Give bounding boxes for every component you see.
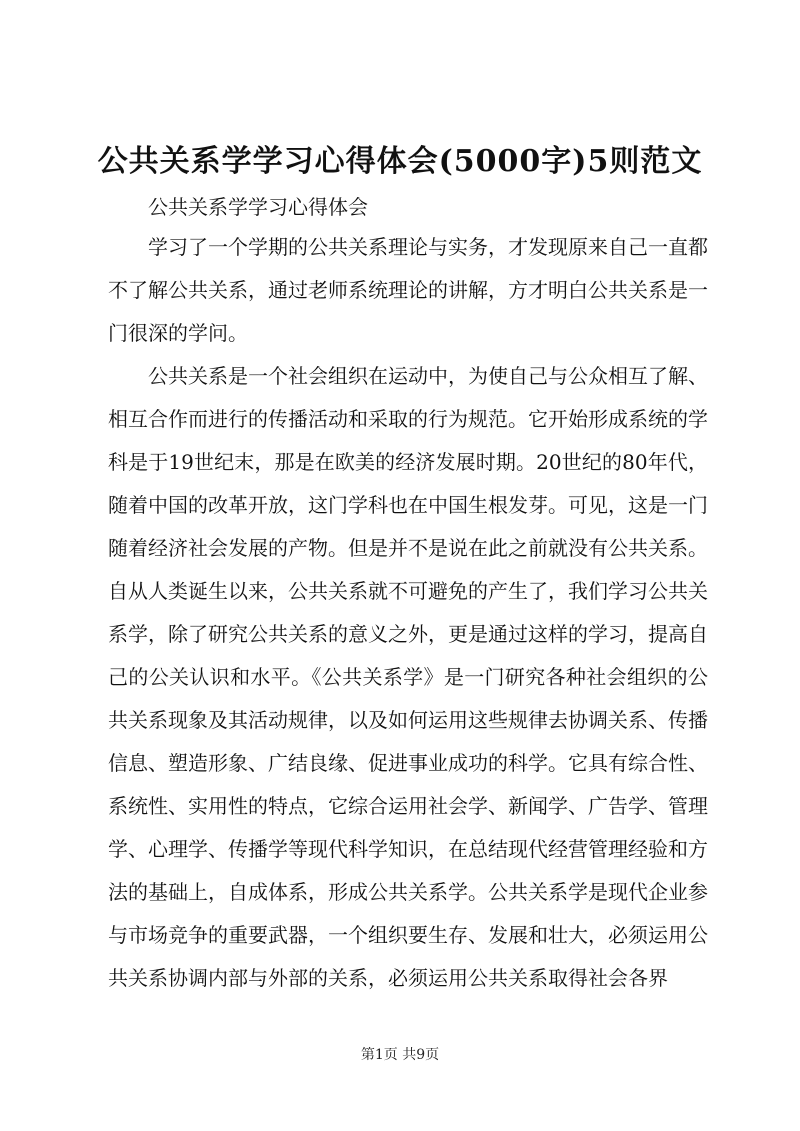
page-number: 第1页 共9页 [360,1047,440,1063]
paragraph: 公共关系是一个社会组织在运动中，为使自己与公众相互了解、相互合作而进行的传播活动和采取的行为规范。它开始形成系统的学科是于19世纪末，那是在欧美的经济发展时期。20世纪的80年代，随着中国的改革开放，这门学科也在中国生根发芽。可见，这是一门随着经济社会发展的产物。但是并不是说在此之前就没有公共关系。自从人类诞生以来，公共关系就不可避免的产生了，我们学习公共关系学，除了研究公共关系的意义之外，更是通过这样的学习，提高自己的公关认识和水平。《公共关系学》是一门研究各种社会组织的公共关系现象及其活动规律，以及如何运用这些规律去协调关系、传播信息、塑造形象、广结良缘、促进事业成功的科学。它具有综合性、系统性、实用性的特点，它综合运用社会学、新闻学、广告学、管理学、心理学、传播学等现代科学知识，在总结现代经营管理经验和方法的基础上，自成体系，形成公共关系学。公共关系学是现代企业参与市场竞争的重要武器，一个组织要生存、发展和壮大，必须运用公共关系协调内部与外部的关系，必须运用公共关系取得社会各界 [108,364,708,990]
document-subtitle: 公共关系学学习心得体会 [148,195,368,219]
document-title: 公共关系学学习心得体会(5000字)5则范文 [97,144,703,179]
document-body [108,226,708,1000]
paragraph: 学习了一个学期的公共关系理论与实务，才发现原来自己一直都不了解公共关系，通过老师系统理论的讲解，方才明白公共关系是一门很深的学问。 [108,235,708,345]
